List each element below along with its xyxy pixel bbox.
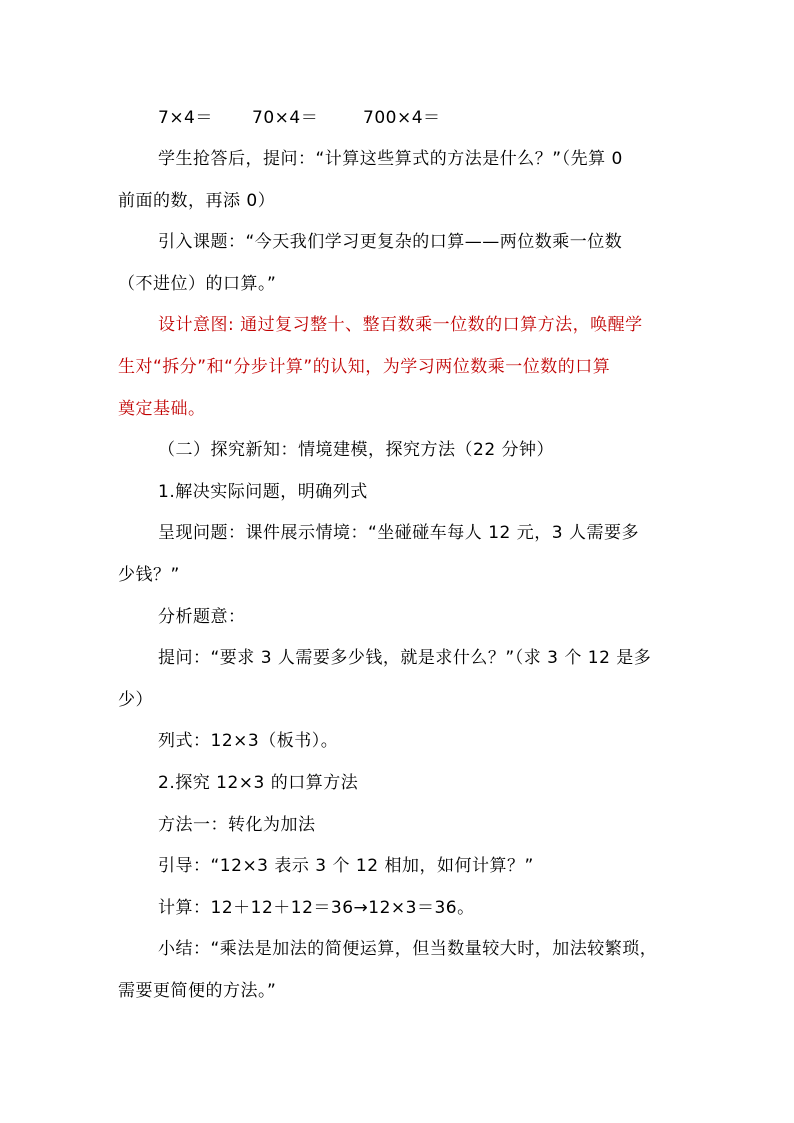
- paragraph-line: 引入课题：“今天我们学习更复杂的口算——两位数乘一位数: [158, 232, 623, 252]
- section-heading: （二）探究新知：情境建模，探究方法（22 分钟）: [158, 440, 555, 460]
- paragraph-line: 分析题意：: [158, 607, 246, 627]
- paragraph-line: 呈现问题：课件展示情境：“坐碰碰车每人 12 元，3 人需要多: [158, 523, 639, 543]
- paragraph-line: 需要更简便的方法。”: [118, 981, 277, 1001]
- design-intent-line: 设计意图: 通过复习整十、整百数乘一位数的口算方法，唤醒学: [158, 315, 643, 335]
- warmup-equations: [158, 106, 558, 130]
- paragraph-line: 计算：12＋12＋12＝36→12×3＝36。: [158, 898, 475, 918]
- paragraph-line: 小结：“乘法是加法的简便运算，但当数量较大时，加法较繁琐，: [158, 939, 658, 959]
- paragraph-line: 提问：“要求 3 人需要多少钱，就是求什么？”（求 3 个 12 是多: [158, 648, 652, 668]
- warmup-equation-2: 70×4＝: [252, 108, 319, 128]
- design-intent-line: 奠定基础。: [118, 399, 206, 419]
- warmup-equation-1: 7×4＝: [158, 108, 213, 128]
- paragraph-line: 学生抢答后，提问：“计算这些算式的方法是什么？”（先算 0: [158, 149, 623, 169]
- paragraph-line: 前面的数，再添 0）: [118, 191, 276, 211]
- subsection-heading: 2.探究 12×3 的口算方法: [158, 773, 359, 793]
- paragraph-line: 列式：12×3（板书）。: [158, 731, 339, 751]
- paragraph-line: 方法一：转化为加法: [158, 815, 316, 835]
- design-intent-line: 生对“拆分”和“分步计算”的认知，为学习两位数乘一位数的口算: [118, 357, 611, 377]
- paragraph-line: 少）: [118, 690, 153, 710]
- paragraph-line: 引导：“12×3 表示 3 个 12 相加，如何计算？”: [158, 856, 534, 876]
- warmup-equation-3: 700×4＝: [363, 108, 441, 128]
- paragraph-line: 少钱？”: [118, 565, 180, 585]
- paragraph-line: （不进位）的口算。”: [118, 274, 277, 294]
- subsection-heading: 1.解决实际问题，明确列式: [158, 482, 368, 502]
